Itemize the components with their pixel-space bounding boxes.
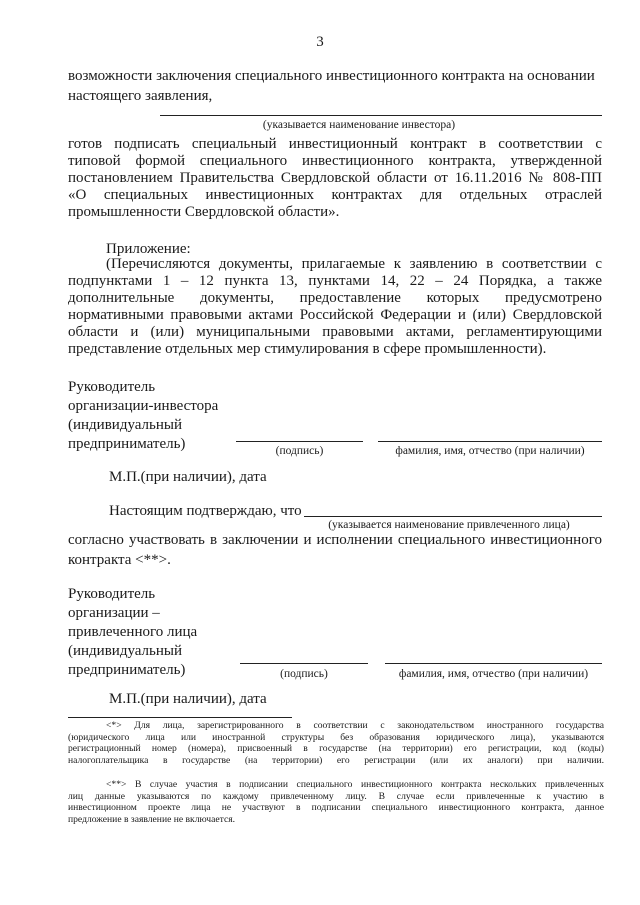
appendix-paragraph — [68, 256, 602, 341]
confirmation-lead: Настоящим подтверждаю, что — [109, 503, 302, 519]
paragraph-line: представление отдельных мер стимулирования в сфере промышленности). — [68, 341, 547, 357]
signer-label-line: (индивидуальный — [68, 417, 183, 433]
paragraph-line: готов подписать специальный инвестиционный контракт в соответствии с — [68, 136, 602, 152]
signature-caption: (подпись) — [275, 445, 324, 457]
footnote-line: регистрационный номер (номера), присвоенный в государстве (на территории) его регистрации, код (коды) — [68, 743, 604, 755]
investor-fullname-blank — [378, 441, 602, 442]
page-number: 3 — [316, 34, 324, 50]
stamp-date-line: М.П.(при наличии), дата — [109, 469, 267, 485]
paragraph-line: контракта <**>. — [68, 552, 171, 568]
footnote-line: налогоплательщика в государстве (на территории) его регистрации (или их аналоги) при наличии. — [68, 754, 604, 766]
paragraph-line: нормативными правовыми актами Российской Федерации и (или) Свердловской — [68, 307, 602, 323]
paragraph-line: постановлением Правительства Свердловской области от 16.11.2016 № 808-ПП — [68, 170, 602, 186]
footnote-1 — [68, 720, 604, 766]
paragraph-line: «О специальных инвестиционных контрактах для отдельных отраслей — [68, 187, 602, 203]
signer-label-line: привлеченного лица — [68, 624, 198, 640]
agreement-paragraph — [68, 136, 602, 204]
paragraph-line: согласно участвовать в заключении и исполнении специального инвестиционного — [68, 532, 602, 548]
investor-name-caption: (указывается наименование инвестора) — [262, 119, 456, 131]
fullname-caption: фамилия, имя, отчество (при наличии) — [398, 668, 589, 680]
footnote-line: инвестиционном проекте лица не участвуют в подписании специального инвестиционного контракта, данное — [68, 802, 604, 814]
investor-signature-blank — [236, 441, 363, 442]
signer-label-line: предприниматель) — [68, 662, 186, 678]
fullname-caption: фамилия, имя, отчество (при наличии) — [395, 445, 585, 457]
signer-label-line: организации – — [68, 605, 160, 621]
investor-name-blank — [160, 115, 602, 116]
footnote-line: лиц данные указываются по каждому привлеченному лицу. В случае если привлеченные к участию в — [68, 790, 604, 802]
appendix-heading: Приложение: — [106, 241, 191, 257]
attracted-person-blank — [304, 516, 602, 517]
paragraph-line: типовой формой специального инвестиционного контракта, утвержденной — [68, 153, 602, 169]
paragraph-line: промышленности Свердловской области». — [68, 204, 340, 220]
signer-label-line: (индивидуальный — [68, 643, 183, 659]
footnote-line: (юридического лица или иностранной структуры без образования юридического лица), указываются — [68, 731, 604, 743]
signer-label-line: Руководитель — [68, 379, 156, 395]
signature-caption: (подпись) — [280, 668, 328, 680]
stamp-date-line: М.П.(при наличии), дата — [109, 691, 267, 707]
footnote-separator — [68, 717, 292, 718]
signer-label-line: Руководитель — [68, 586, 156, 602]
attracted-fullname-blank — [385, 663, 602, 664]
signer-label-line: организации-инвестора — [68, 398, 219, 414]
attracted-signature-blank — [240, 663, 368, 664]
paragraph-line: подпунктами 1 – 12 пункта 13, пунктами 14, 22 – 24 Порядка, а также — [68, 273, 602, 289]
paragraph-line: дополнительные документы, предоставление которых предусмотрено — [68, 290, 602, 306]
attracted-person-caption: (указывается наименование привлеченного лица) — [328, 519, 570, 531]
footnote-line: предложение в заявление не включается. — [68, 813, 236, 825]
footnote-line: <**> В случае участия в подписании специального инвестиционного контракта нескольких привлеченных — [106, 779, 604, 790]
paragraph-line: (Перечисляются документы, прилагаемые к заявлению в соответствии с — [106, 256, 602, 272]
paragraph-line: области и (или) муниципальными правовыми актами, регламентирующими — [68, 324, 602, 340]
footnote-line: <*> Для лица, зарегистрированного в соответствии с законодательством иностранного государства — [106, 720, 604, 731]
confirmation-paragraph — [68, 532, 602, 549]
signer-label-line: предприниматель) — [68, 436, 186, 452]
footnote-2 — [68, 779, 604, 825]
paragraph-line: настоящего заявления, — [68, 88, 213, 104]
paragraph-line: возможности заключения специального инвестиционного контракта на основании — [68, 68, 595, 84]
